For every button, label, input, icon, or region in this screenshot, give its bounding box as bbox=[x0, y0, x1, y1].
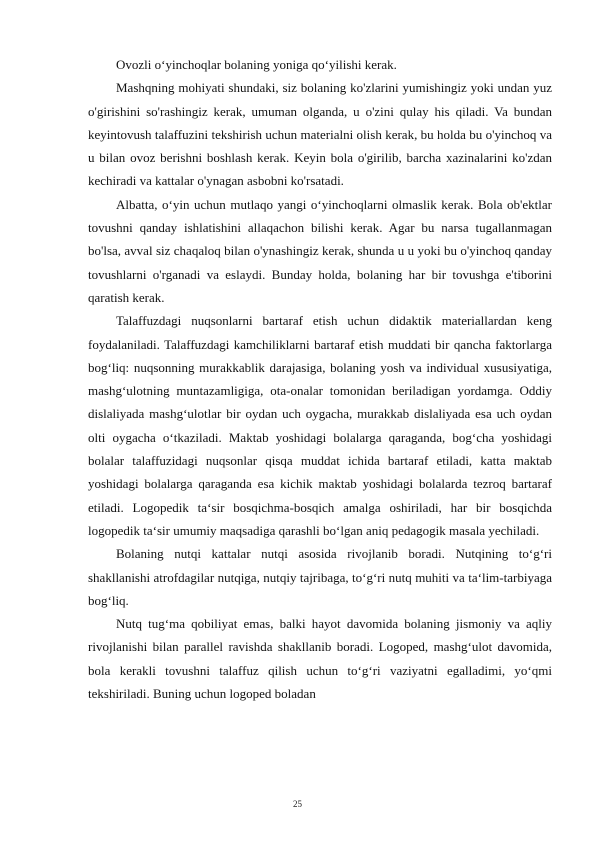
page-number: 25 bbox=[293, 799, 302, 809]
paragraph-6: Nutq tug‘ma qobiliyat emas, balki hayot davomida bolaning jismoniy va aqliy rivojlanishi bilan parallel ravishda shakllanib boradi. Logoped, mashg‘ulot davomida, bola kerakli tovushni talaffuz qilish uchun to‘g‘ri vaziyatni egalladimi, yo‘qmi tekshiriladi. Buning uchun logoped boladan bbox=[88, 616, 552, 702]
page-body bbox=[88, 53, 552, 705]
paragraph-3: Albatta, o‘yin uchun mutlaqo yangi o‘yinchoqlarni olmaslik kerak. Bola ob'ektlar tovushni qanday ishlatishini allaqachon bilishi kerak. Agar bu narsa tugallanmagan bo'lsa, avval siz chaqaloq bilan o'ynashingiz kerak, shunda u u yoki bu o'yinchoq qanday tovushlarni o'rganadi va eslaydi. Bunday holda, bolaning har bir tovushga e'tiborini qaratish kerak. bbox=[88, 196, 552, 305]
paragraph-5: Bolaning nutqi kattalar nutqi asosida rivojlanib boradi. Nutqining to‘g‘ri shakllanishi atrofdagilar nutqiga, nutqiy tajribaga, to‘g‘ri nutq muhiti va ta‘lim-tarbiyaga bog‘liq. bbox=[88, 546, 552, 608]
paragraph-4: Talaffuzdagi nuqsonlarni bartaraf etish uchun didaktik materiallardan keng foydalaniladi. Talaffuzdagi kamchiliklarni bartaraf etish muddati bir qancha faktorlarga bog‘liq: nuqsonning murakkablik darajasiga, bolaning yosh va individual xususiyatiga, mashg‘ulotning muntazamligiga, ota-onalar tomonidan beriladigan yordamga. Oddiy dislaliyada mashg‘ulotlar bir oydan uch oygacha, murakkab dislaliyada esa uch oydan olti oygacha o‘tkaziladi. Maktab yoshidagi bolalarga qaraganda, bog‘cha yoshidagi bolalar talaffuzidagi nuqsonlar qisqa muddat ichida bartaraf etiladi, katta maktab yoshidagi bolalarga qaraganda esa kichik maktab yoshidagi bolalarda tezroq bartaraf etiladi. Logopedik ta‘sir bosqichma-bosqich amalga oshiriladi, har bir bosqichda logopedik ta‘sir umumiy maqsadiga qarashli bo‘lgan aniq pedagogik masala yechiladi. bbox=[88, 313, 552, 538]
paragraph-2: Mashqning mohiyati shundaki, siz bolaning ko'zlarini yumishingiz yoki undan yuz o'girishini so'rashingiz kerak, umuman olganda, u o'zini qulay his qiladi. Va bundan keyintovush talaffuzini tekshirish uchun materialni olish kerak, bu holda bu o'yinchoq va u bilan ovoz berishni boshlash kerak. Keyin bola o'girilib, barcha xazinalarini ko'zdan kechiradi va kattalar o'ynagan asbobni ko'rsatadi. bbox=[88, 80, 552, 189]
paragraph-1: Ovozli o‘yinchoqlar bolaning yoniga qo‘yilishi kerak. bbox=[116, 57, 397, 72]
